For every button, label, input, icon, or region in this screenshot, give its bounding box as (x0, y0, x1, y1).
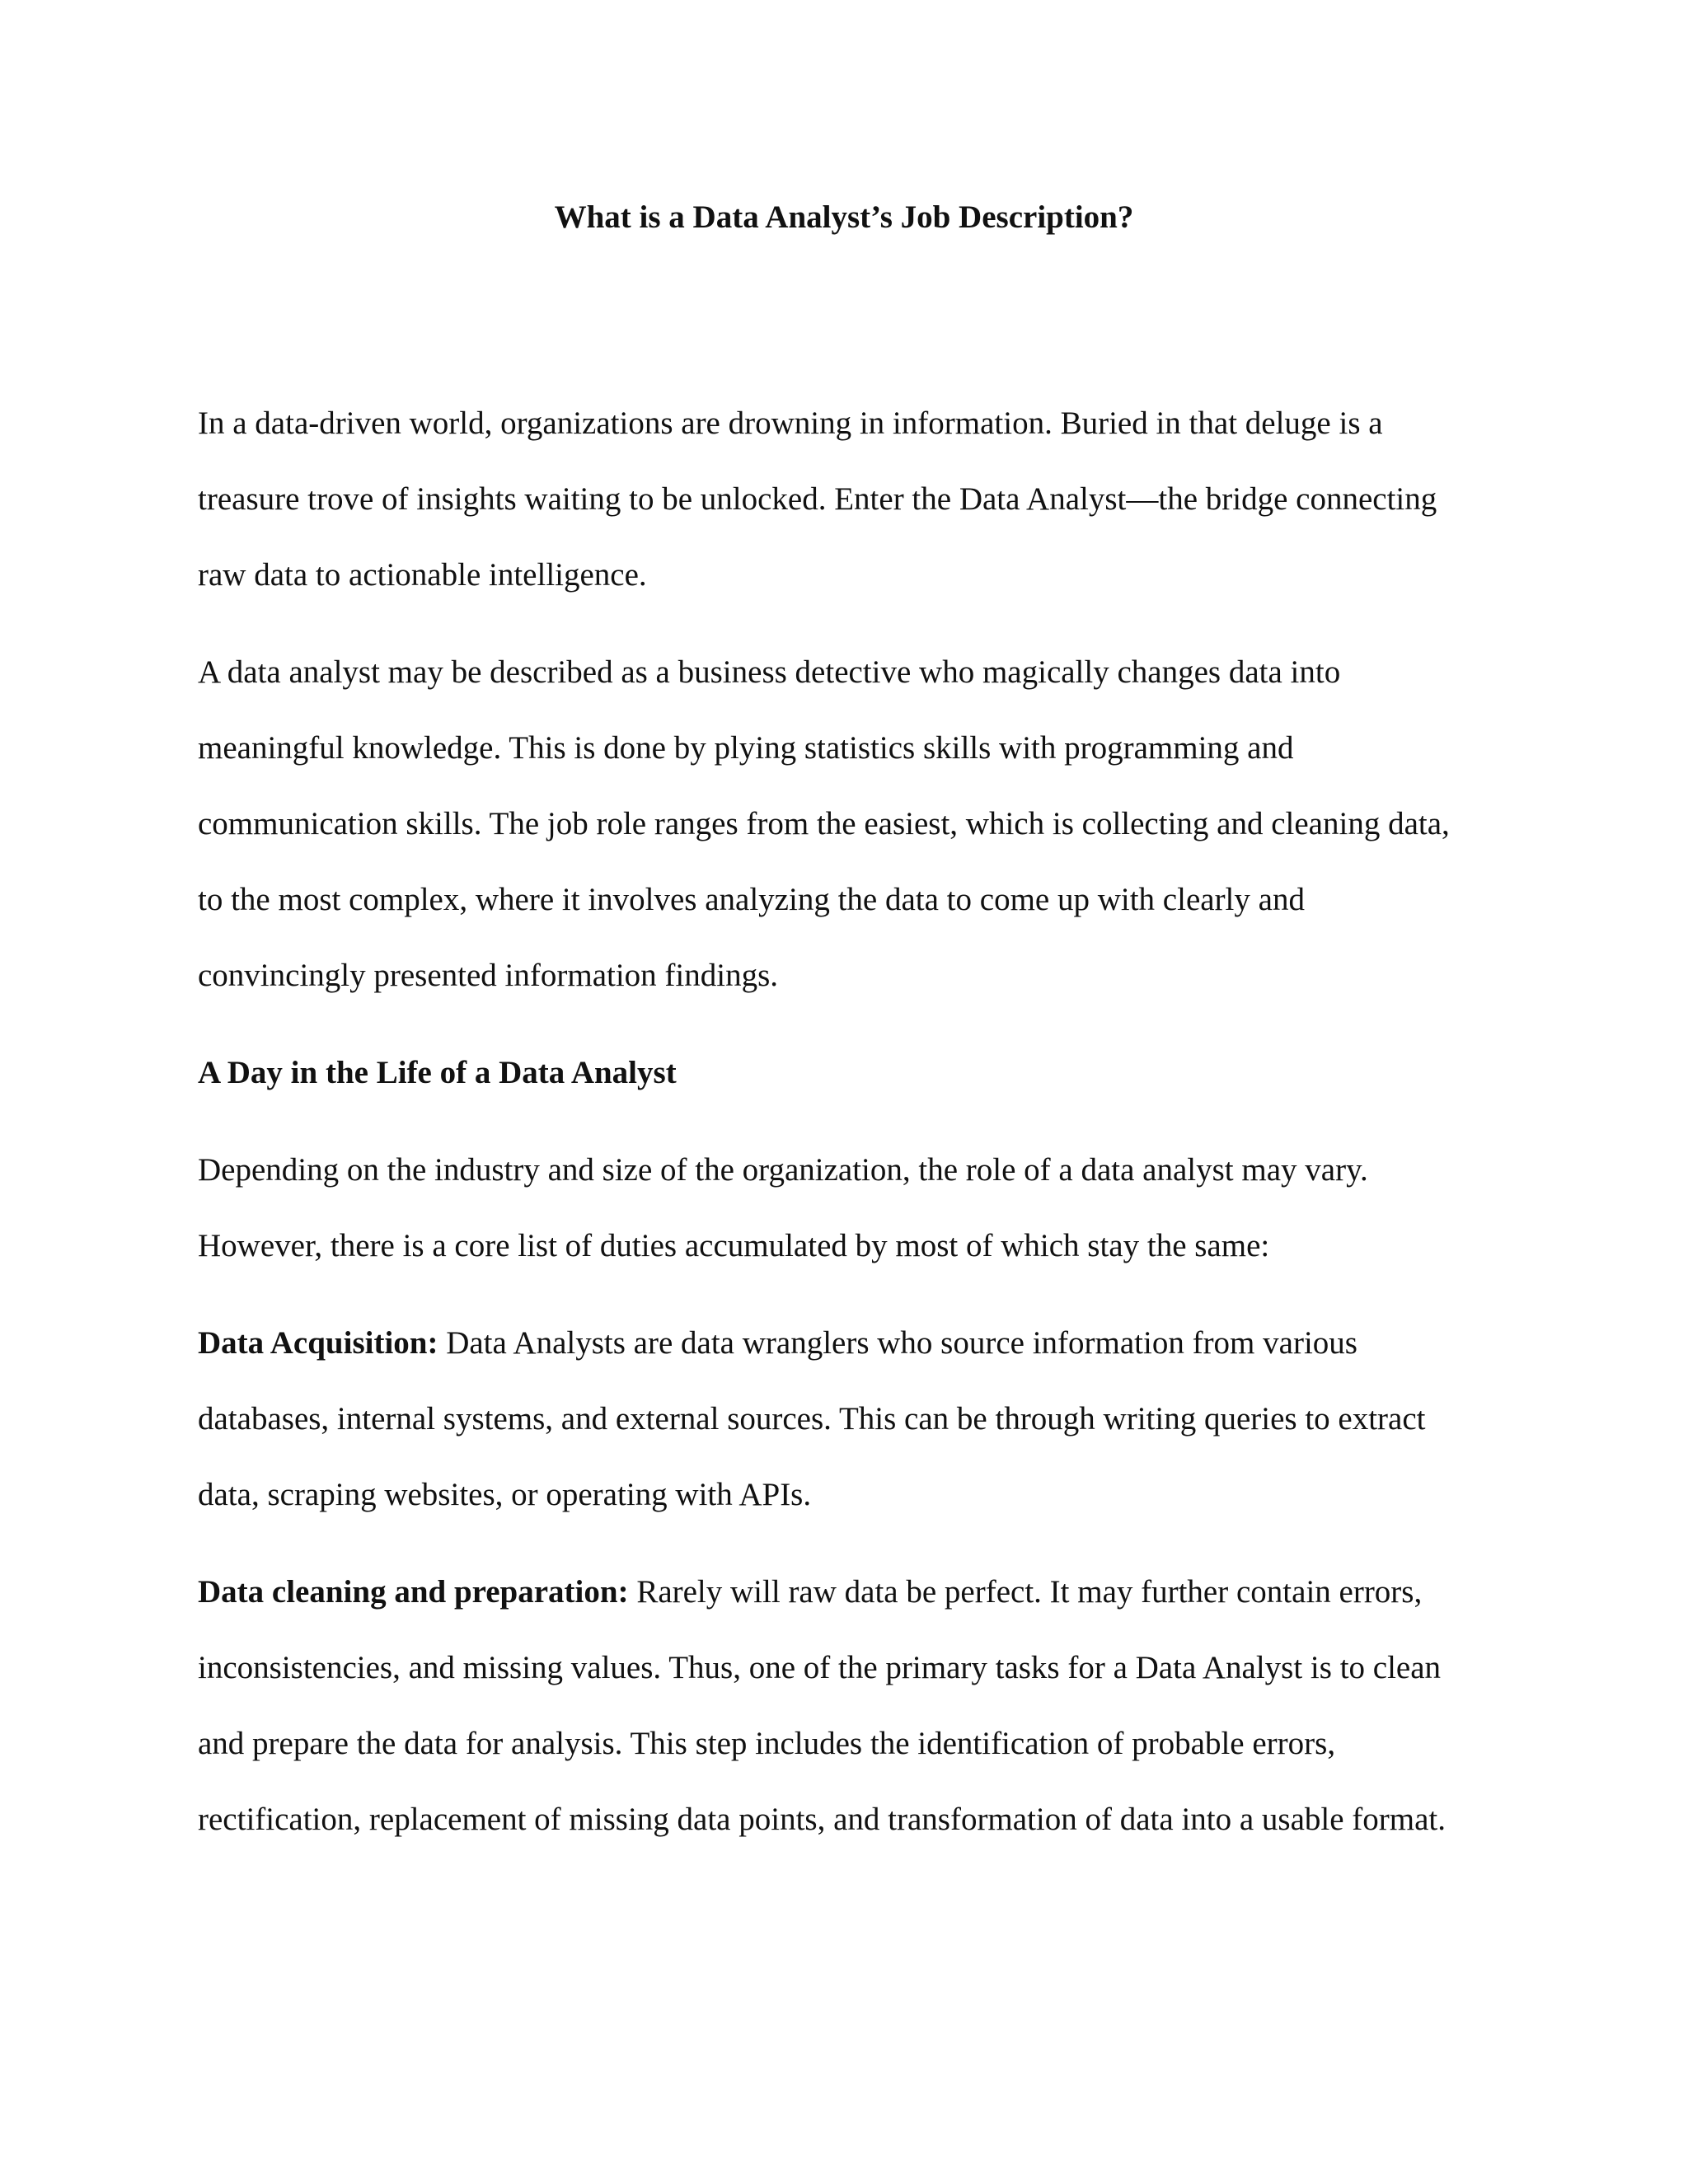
text-line: to the most complex, where it involves analyzing the data to come up with clearly and (198, 882, 1305, 917)
text-line: Depending on the industry and size of the organization, the role of a data analyst may vary. (198, 1152, 1368, 1188)
document-title: What is a Data Analyst’s Job Description? (554, 199, 1134, 235)
text-line: data, scraping websites, or operating with APIs. (198, 1477, 812, 1512)
text-line: communication skills. The job role ranges from the easiest, which is collecting and cleaning data, (198, 806, 1450, 841)
text-line: A data analyst may be described as a business detective who magically changes data into (198, 654, 1341, 690)
data-acquisition-paragraph (198, 1305, 1500, 1533)
text-line: databases, internal systems, and external sources. This can be through writing queries to extract (198, 1401, 1426, 1436)
paragraph-text: Data Analysts are data wranglers who source information from various (438, 1325, 1357, 1361)
text-line: rectification, replacement of missing data points, and transformation of data into a usable format. (198, 1802, 1447, 1837)
paragraph-lead: Data Acquisition: (198, 1325, 438, 1361)
intro-paragraph (198, 386, 1500, 613)
section-heading: A Day in the Life of a Data Analyst (198, 1055, 677, 1090)
document-body (198, 386, 1500, 1879)
text-line: and prepare the data for analysis. This step includes the identification of probable errors, (198, 1726, 1336, 1761)
text-line (198, 1554, 1500, 1630)
text-line: In a data-driven world, organizations are drowning in information. Buried in that deluge is a (198, 405, 1383, 441)
text-line (198, 1305, 1500, 1381)
text-line: raw data to actionable intelligence. (198, 557, 647, 593)
data-cleaning-paragraph (198, 1554, 1500, 1858)
text-line: convincingly presented information findings. (198, 958, 779, 993)
text-line: meaningful knowledge. This is done by plying statistics skills with programming and (198, 730, 1294, 766)
text-line: inconsistencies, and missing values. Thus, one of the primary tasks for a Data Analyst is to clean (198, 1650, 1442, 1685)
duties-intro-paragraph (198, 1132, 1500, 1284)
paragraph-text: Rarely will raw data be perfect. It may further contain errors, (628, 1574, 1423, 1610)
paragraph-lead: Data cleaning and preparation: (198, 1574, 629, 1610)
description-paragraph (198, 635, 1500, 1014)
text-line: treasure trove of insights waiting to be unlocked. Enter the Data Analyst—the bridge connecting (198, 481, 1437, 517)
text-line: However, there is a core list of duties accumulated by most of which stay the same: (198, 1228, 1270, 1263)
